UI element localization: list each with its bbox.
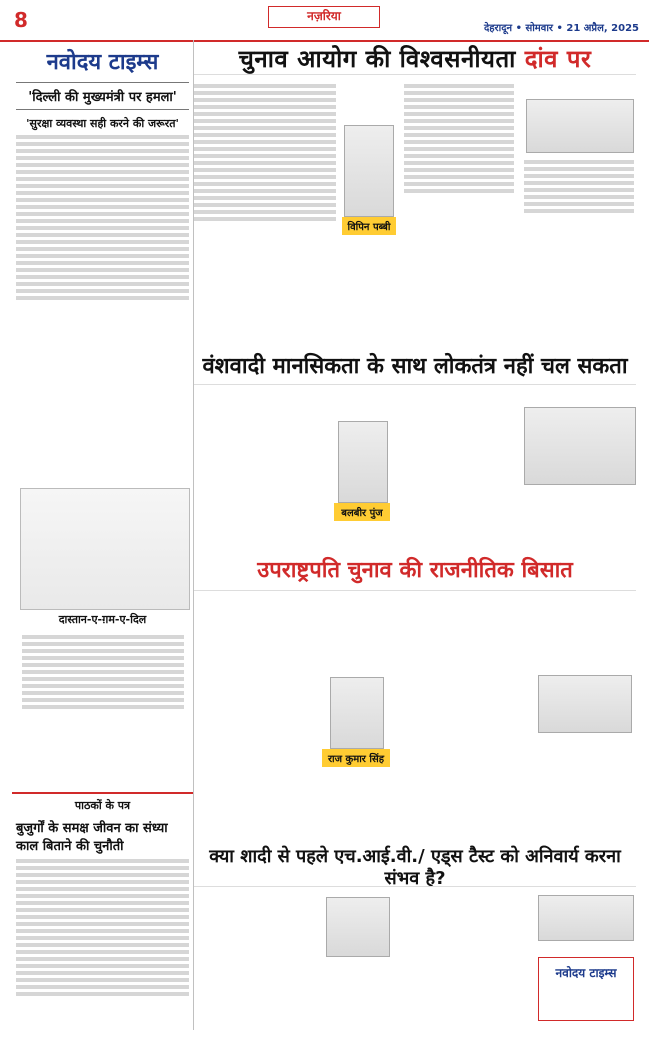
article-1-col-1 (194, 81, 336, 224)
author-3-photo (330, 677, 384, 749)
poem-title: दास्तान-ए-ग़म-ए-दिल (58, 613, 147, 626)
letters-body (16, 859, 189, 996)
article-4-photo (326, 897, 390, 957)
poem-body (22, 632, 184, 712)
bottom-brand: नवोदय टाइम्स (555, 966, 617, 980)
editorial-subtitle: 'सुरक्षा व्यवस्था सही करने की जरूरत' (26, 117, 179, 130)
bottom-brand-box (538, 957, 634, 1021)
brand-logo: नवोदय टाइम्स (46, 49, 159, 75)
article-1-col-3 (524, 157, 634, 216)
headline-1 (194, 42, 636, 73)
main-content (194, 40, 636, 1030)
author-1-label: विपिन पब्बी (342, 217, 396, 235)
cartoon-image (20, 488, 190, 610)
letters-header: पाठकों के पत्र (12, 792, 193, 813)
section-masthead: नज़रिया (268, 6, 380, 28)
headline-3-part-2: राजनीतिक बिसात (429, 558, 573, 583)
side-photo (526, 99, 634, 153)
headline-3 (194, 554, 636, 584)
article-1-col-2 (404, 81, 514, 196)
letters-title: बुजुर्गों के समक्ष जीवन का संध्या काल बिताने की चुनौती (16, 821, 168, 854)
article-1 (194, 74, 636, 345)
editorial-title: 'दिल्ली की मुख्यमंत्री पर हमला' (16, 82, 189, 110)
headline-1-part-1: चुनाव आयोग की विश्वसनीयता (238, 45, 516, 73)
headline-2: वंशवादी मानसिकता के साथ लोकतंत्र नहीं चल सकता (202, 354, 628, 379)
headline-4: क्या शादी से पहले एच.आई.वी./ एड्स टैस्ट को अनिवार्य करना संभव है? (209, 846, 621, 889)
letters-section (12, 792, 193, 1000)
date-line: देहरादून • सोमवार • 21 अप्रैल, 2025 (483, 23, 639, 34)
headline-3-part-1: उपराष्ट्रपति चुनाव की (257, 558, 423, 583)
headline-1-part-2: दांव पर (524, 45, 592, 73)
article-2-photo (524, 407, 636, 485)
author-2-label: बलबीर पुंज (334, 503, 390, 521)
article-3 (194, 590, 636, 841)
article-3-photo (538, 675, 632, 733)
top-bar (0, 0, 649, 42)
author-2-photo (338, 421, 388, 503)
author-3-label: राज कुमार सिंह (322, 749, 390, 767)
left-column (12, 40, 194, 1030)
author-1-photo (344, 125, 394, 217)
page-number: 8 (14, 8, 28, 32)
article-4-side-photo (538, 895, 634, 941)
editorial-body (16, 135, 189, 300)
article-2 (194, 384, 636, 545)
article-4 (194, 886, 636, 1027)
